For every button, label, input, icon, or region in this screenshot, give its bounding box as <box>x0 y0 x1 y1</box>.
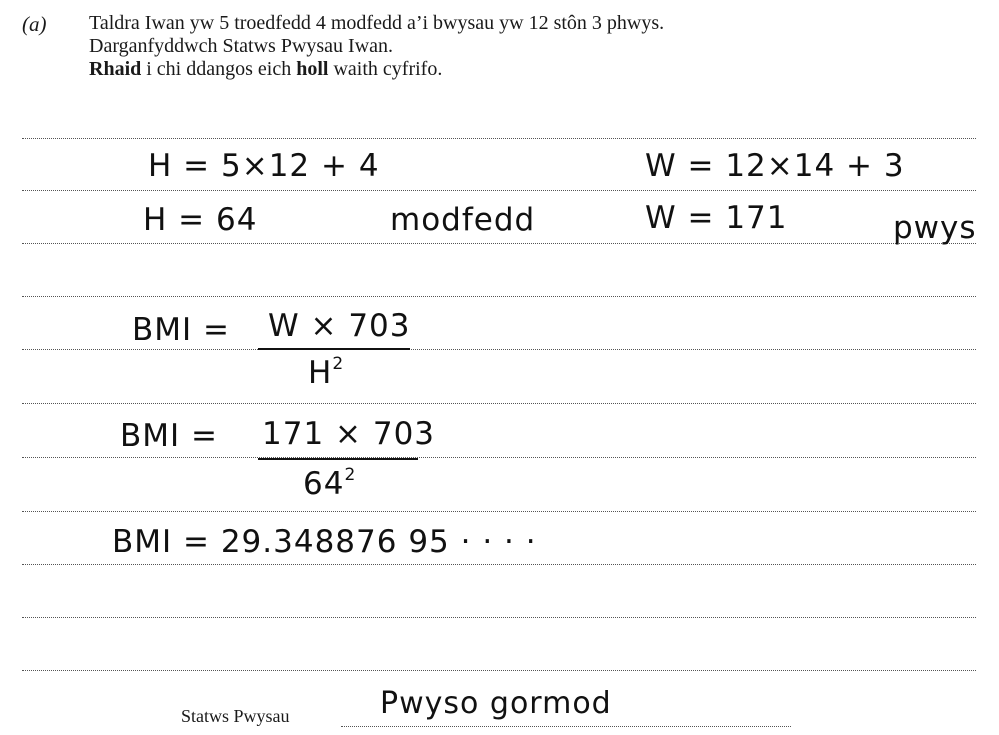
answer-rule-3 <box>22 243 976 244</box>
height-calculation: H = 5×12 + 4 <box>148 148 380 184</box>
bmi-substitution-denominator <box>303 465 356 502</box>
answer-rule-4 <box>22 296 976 297</box>
answer-rule-5 <box>22 349 976 350</box>
answer-rule-6 <box>22 403 976 404</box>
bmi-formula-denominator <box>308 354 344 391</box>
answer-rule-8 <box>22 511 976 512</box>
answer-line <box>341 726 791 727</box>
instruction-bold-holl: holl <box>296 58 329 80</box>
answer-label: Statws Pwysau <box>181 706 290 726</box>
bmi-substitution-denominator-base: 64 <box>303 466 345 502</box>
answer-value: Pwyso gormod <box>380 686 612 721</box>
bmi-formula-numerator: W × 703 <box>268 308 411 344</box>
bmi-formula-denominator-exponent: 2 <box>332 354 345 374</box>
answer-rule-7 <box>22 457 976 458</box>
question-line-3 <box>89 58 664 81</box>
question-line-1: Taldra Iwan yw 5 troedfedd 4 modfedd a’i bwysau yw 12 stôn 3 phwys. <box>89 12 665 34</box>
bmi-formula-denominator-base: H <box>308 355 333 391</box>
bmi-substitution-numerator: 171 × 703 <box>262 416 436 452</box>
answer-rule-2 <box>22 190 976 191</box>
instruction-text-end: waith cyfrifo. <box>328 58 443 80</box>
bmi-formula-lhs: BMI = <box>132 312 230 348</box>
instruction-bold-rhaid: Rhaid <box>89 58 142 80</box>
answer-rule-10 <box>22 617 976 618</box>
bmi-substitution-fraction-bar <box>258 458 418 460</box>
answer-rule-1 <box>22 138 976 139</box>
answer-rule-9 <box>22 564 976 565</box>
weight-calculation: W = 12×14 + 3 <box>645 148 905 184</box>
height-unit: modfedd <box>390 202 536 238</box>
bmi-substitution-lhs: BMI = <box>120 418 218 454</box>
question-text <box>89 12 664 81</box>
question-label: (a) <box>22 12 47 36</box>
bmi-result: BMI = 29.348876 95 · · · · <box>112 524 537 560</box>
instruction-text-mid: i chi ddangos eich <box>141 58 297 80</box>
answer-rule-11 <box>22 670 976 671</box>
question-line-2: Darganfyddwch Statws Pwysau Iwan. <box>89 35 394 57</box>
bmi-substitution-denominator-exponent: 2 <box>344 465 357 485</box>
height-result: H = 64 <box>143 202 258 238</box>
weight-result: W = 171 <box>645 200 788 236</box>
bmi-formula-fraction-bar <box>258 348 410 350</box>
weight-unit: pwys <box>893 210 977 246</box>
